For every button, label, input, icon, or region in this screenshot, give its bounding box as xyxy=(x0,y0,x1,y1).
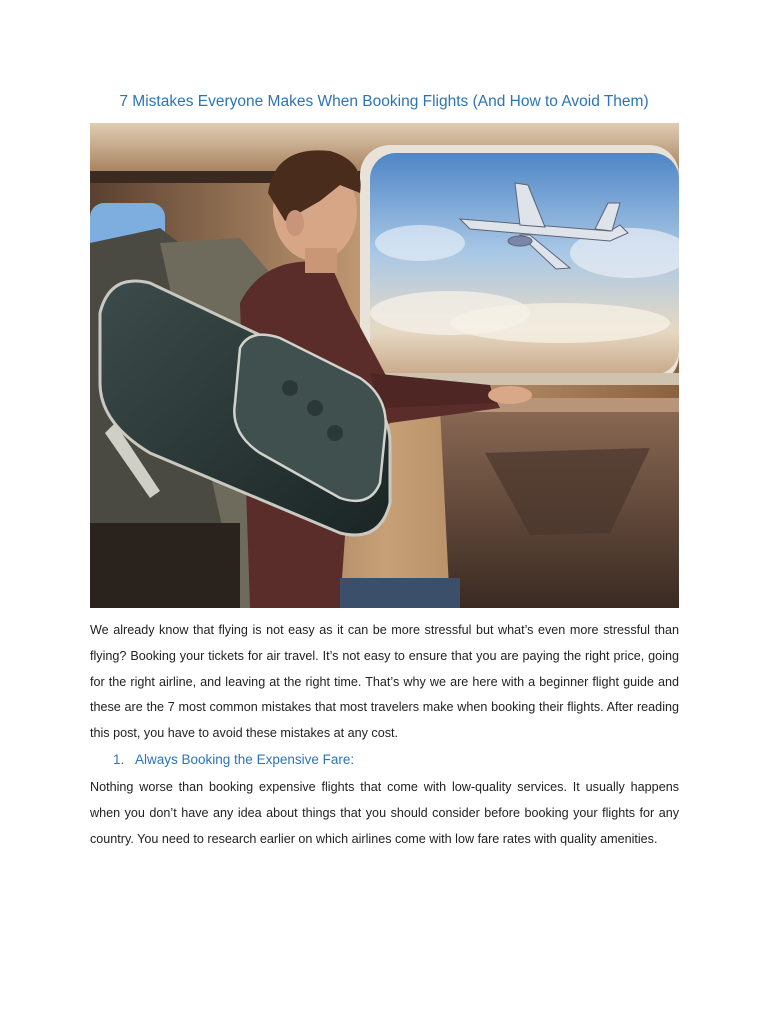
section-heading xyxy=(113,752,354,767)
section-body-paragraph: Nothing worse than booking expensive flights that come with low-quality services. It usually happens when you don’t have any idea about things that you should consider before booking your flights for any country. You need to research earlier on which airlines come with low fare rates with quality amenities. xyxy=(90,780,679,846)
section-number: 1. xyxy=(113,752,125,767)
section-heading-text: Always Booking the Expensive Fare: xyxy=(135,752,355,767)
intro-paragraph: We already know that flying is not easy as it can be more stressful but what’s even more stressful than flying? Booking your tickets for air travel. It’s not easy to ensure that you are paying the right price, going for the right airline, and leaving at the right time. That’s why we are here with a beginner flight guide and these are the 7 most common mistakes that most travelers make when booking their flights. After reading this post, you have to avoid these mistakes at any cost. xyxy=(90,623,679,741)
document-title: 7 Mistakes Everyone Makes When Booking Flights (And How to Avoid Them) xyxy=(119,93,649,110)
hero-image-traveler-train-window-airplane xyxy=(90,123,679,608)
